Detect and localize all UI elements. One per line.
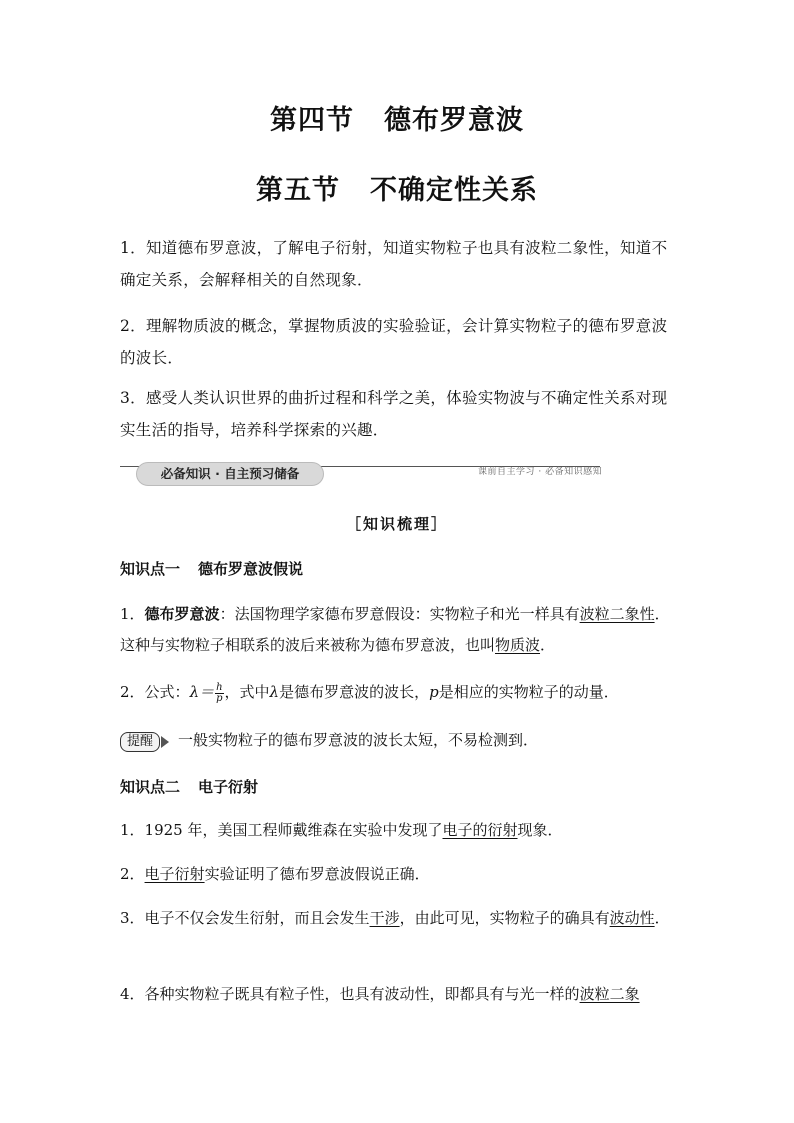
fraction: $\frac{h}{p}$ xyxy=(216,681,223,704)
paragraph: 2．电子衍射实验证明了德布罗意波假说正确． xyxy=(120,865,430,883)
paragraph: 1．1925 年，美国工程师戴维森在实验中发现了电子的衍射现象． xyxy=(120,821,563,839)
formula-paragraph: 2．公式：λ＝ $\frac{h}{p}$ ，式中λ是德布罗意波的波长，p是相应的实物粒子的动量． xyxy=(120,681,619,704)
paragraph: 1．德布罗意波：法国物理学家德布罗意假设：实物粒子和光一样具有波粒二象性．这种与实物粒子相联系的波后来被称为德布罗意波，也叫物质波． xyxy=(120,605,670,654)
title-section-number: 第五节 xyxy=(256,175,340,206)
objective-item: 3．感受人类认识世界的曲折过程和科学之美，体验实物波与不确定性关系对现实生活的指导，培养科学探索的兴趣． xyxy=(120,389,668,439)
section-banner xyxy=(120,460,680,486)
objective-item: 1．知道德布罗意波，了解电子衍射，知道实物粒子也具有波粒二象性，知道不确定关系，会解释相关的自然现象． xyxy=(120,239,668,289)
title-section-name: 不确定性关系 xyxy=(370,175,538,206)
tip-paragraph: 提醒 一般实物粒子的德布罗意波的波长太短，不易检测到． xyxy=(120,725,676,756)
paragraph: 4．各种实物粒子既具有粒子性，也具有波动性，即都具有与光一样的波粒二象 xyxy=(120,985,640,1003)
title-section-number: 第四节 xyxy=(270,105,354,136)
knowledge-point-title: 知识点二 电子衍射 xyxy=(120,778,259,796)
objective-item: 2．理解物质波的概念，掌握物质波的实验验证，会计算实物粒子的德布罗意波的波长． xyxy=(120,317,668,367)
paragraph: 3．电子不仅会发生衍射，而且会发生干涉，由此可见，实物粒子的确具有波动性． xyxy=(120,909,670,927)
title-line-1 xyxy=(0,98,794,137)
banner-right-text: 课前自主学习 · 必备知识感知 xyxy=(478,467,603,477)
section-heading: ［知识梳理］ xyxy=(345,515,448,533)
title-section-name: 德布罗意波 xyxy=(384,105,524,136)
banner-tab-label: 必备知识 · 自主预习储备 xyxy=(136,462,324,486)
title-line-2 xyxy=(0,168,794,207)
tip-badge: 提醒 xyxy=(120,732,160,752)
knowledge-point-title: 知识点一 德布罗意波假说 xyxy=(120,560,304,578)
